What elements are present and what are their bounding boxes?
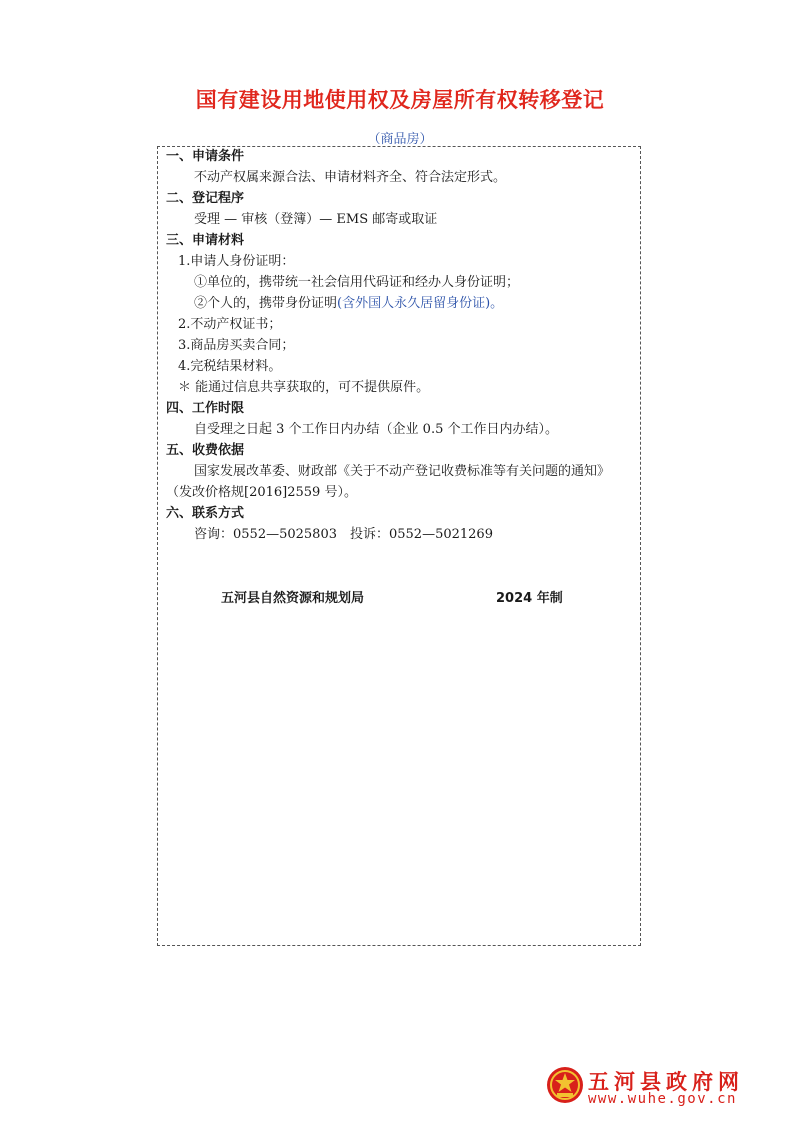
section-text-conditions: 不动产权属来源合法、申请材料齐全、符合法定形式。 — [194, 170, 507, 185]
material-item-unit: ①单位的，携带统一社会信用代码证和经办人身份证明； — [194, 275, 520, 290]
material-item-certificate: 2.不动产权证书； — [178, 317, 282, 332]
section-heading-time-limit: 四、工作时限 — [166, 401, 245, 416]
section-text-time-limit: 自受理之日起 3 个工作日内办结（企业 0.5 个工作日内办结）。 — [194, 422, 558, 437]
document-subtitle: （商品房） — [367, 132, 433, 147]
material-note: ＊ 能通过信息共享获取的，可不提供原件。 — [178, 380, 430, 395]
section-text-fee-basis-2: （发改价格规[2016]2559 号）。 — [166, 485, 357, 500]
document-title: 国有建设用地使用权及房屋所有权转移登记 — [195, 88, 605, 112]
issue-year: 2024 年制 — [496, 591, 563, 606]
section-heading-contact: 六、联系方式 — [166, 506, 245, 521]
section-text-fee-basis-1: 国家发展改革委、财政部《关于不动产登记收费标准等有关问题的通知》 — [194, 464, 611, 479]
section-text-contact: 咨询：0552—5025803 投诉：0552—5021269 — [194, 527, 493, 542]
watermark-site-name: 五河县政府网 — [588, 1070, 744, 1094]
section-heading-conditions: 一、申请条件 — [166, 149, 245, 164]
section-heading-materials: 三、申请材料 — [166, 233, 245, 248]
material-item-individual — [194, 295, 503, 313]
content-frame — [157, 146, 641, 946]
section-heading-procedure: 二、登记程序 — [166, 191, 245, 206]
section-heading-fee-basis: 五、收费依据 — [166, 443, 245, 458]
material-item-contract: 3.商品房买卖合同； — [178, 338, 295, 353]
national-emblem-icon — [545, 1065, 585, 1105]
material-item-identity: 1.申请人身份证明： — [178, 254, 295, 269]
section-text-procedure: 受理 — 审核（登簿）— EMS 邮寄或取证 — [194, 212, 438, 227]
material-item-individual-text: ②个人的，携带身份证明 — [194, 296, 338, 311]
material-item-tax: 4.完税结果材料。 — [178, 359, 282, 374]
material-item-individual-note: (含外国人永久居留身份证)。 — [337, 296, 504, 311]
issuer-name: 五河县自然资源和规划局 — [221, 591, 365, 606]
watermark-site-url: www.wuhe.gov.cn — [588, 1091, 737, 1107]
